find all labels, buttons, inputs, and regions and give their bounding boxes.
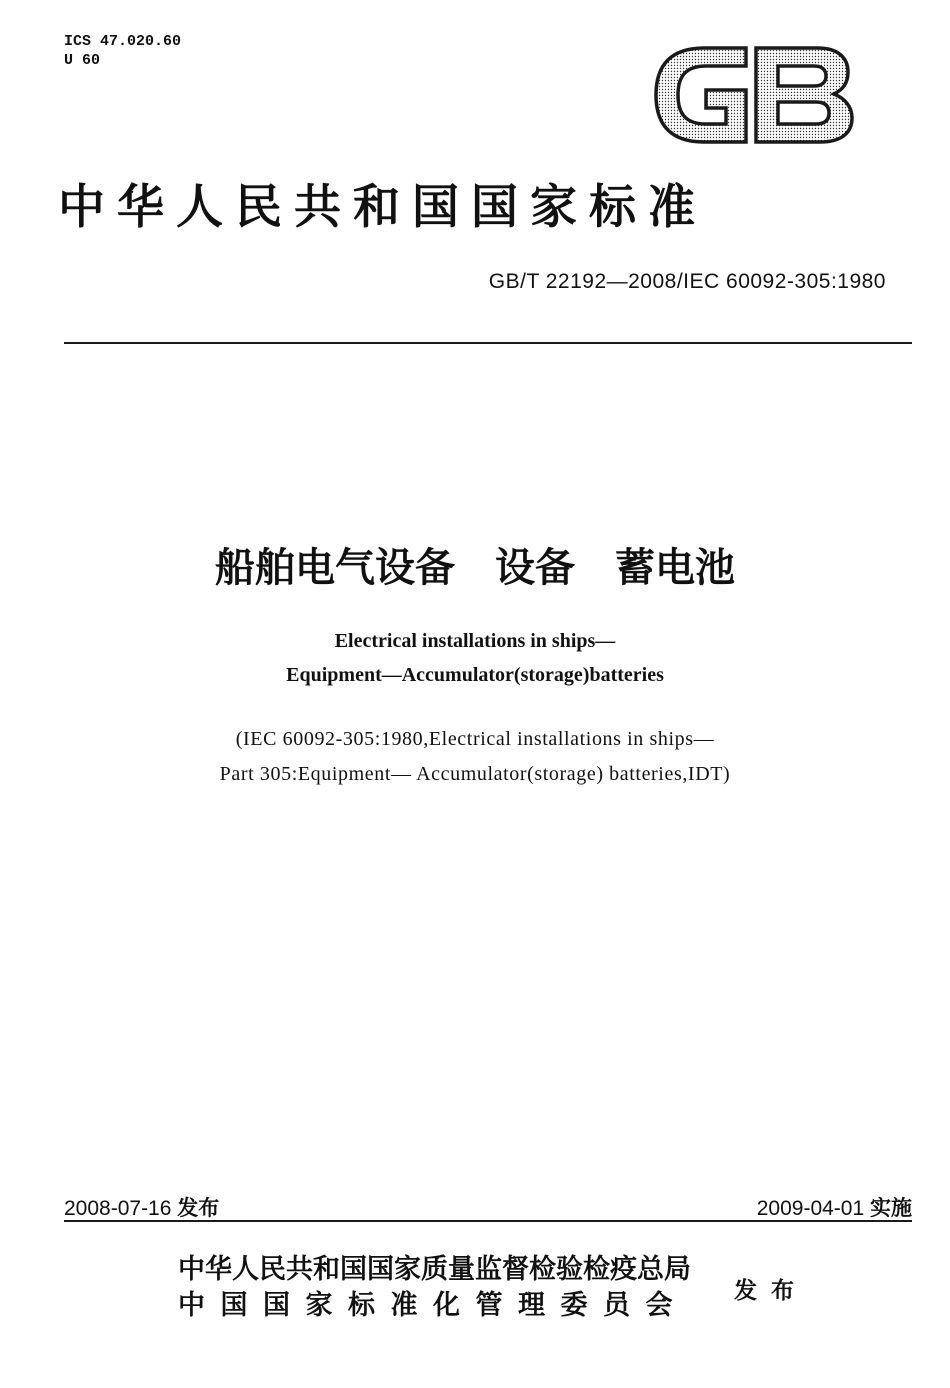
issuer-sac: 中国国家标准化管理委员会 (178, 1290, 688, 1321)
issue-date-label: 发布 (177, 1196, 220, 1220)
publish-label: 发布 (734, 1278, 808, 1304)
title-chinese: 船舶电气设备 设备 蓄电池 (215, 545, 735, 591)
classification-codes (64, 32, 181, 70)
title-english (0, 624, 950, 692)
title-english-line2: Equipment—Accumulator(storage)batteries (286, 664, 664, 686)
iec-reference (0, 722, 950, 792)
title-english-line1: Electrical installations in ships— (334, 630, 616, 652)
effective-date-label: 实施 (870, 1196, 912, 1220)
header-divider (64, 342, 912, 344)
issuer-aqsiq: 中华人民共和国国家质量监督检验检疫总局 (178, 1254, 691, 1285)
effective-date-value: 2009-04-01 (756, 1197, 865, 1220)
gb-logo (652, 40, 857, 150)
iec-reference-line1: (IEC 60092-305:1980,Electrical installations in ships— (235, 728, 715, 750)
effective-date (757, 1192, 912, 1222)
ccs-code: U 60 (64, 52, 101, 69)
issue-date-value: 2008-07-16 (64, 1197, 172, 1220)
ics-code: ICS 47.020.60 (64, 33, 182, 50)
footer-divider (64, 1220, 912, 1222)
gb-logo-text: GB (652, 40, 654, 41)
standard-number: GB/T 22192—2008/IEC 60092-305:1980 (488, 270, 886, 293)
issue-date (64, 1192, 219, 1222)
issuing-authorities (178, 1252, 691, 1324)
iec-reference-line2: Part 305:Equipment— Accumulator(storage) batteries,IDT) (219, 763, 731, 785)
national-standard-title: 中华人民共和国国家标准 (58, 180, 707, 235)
